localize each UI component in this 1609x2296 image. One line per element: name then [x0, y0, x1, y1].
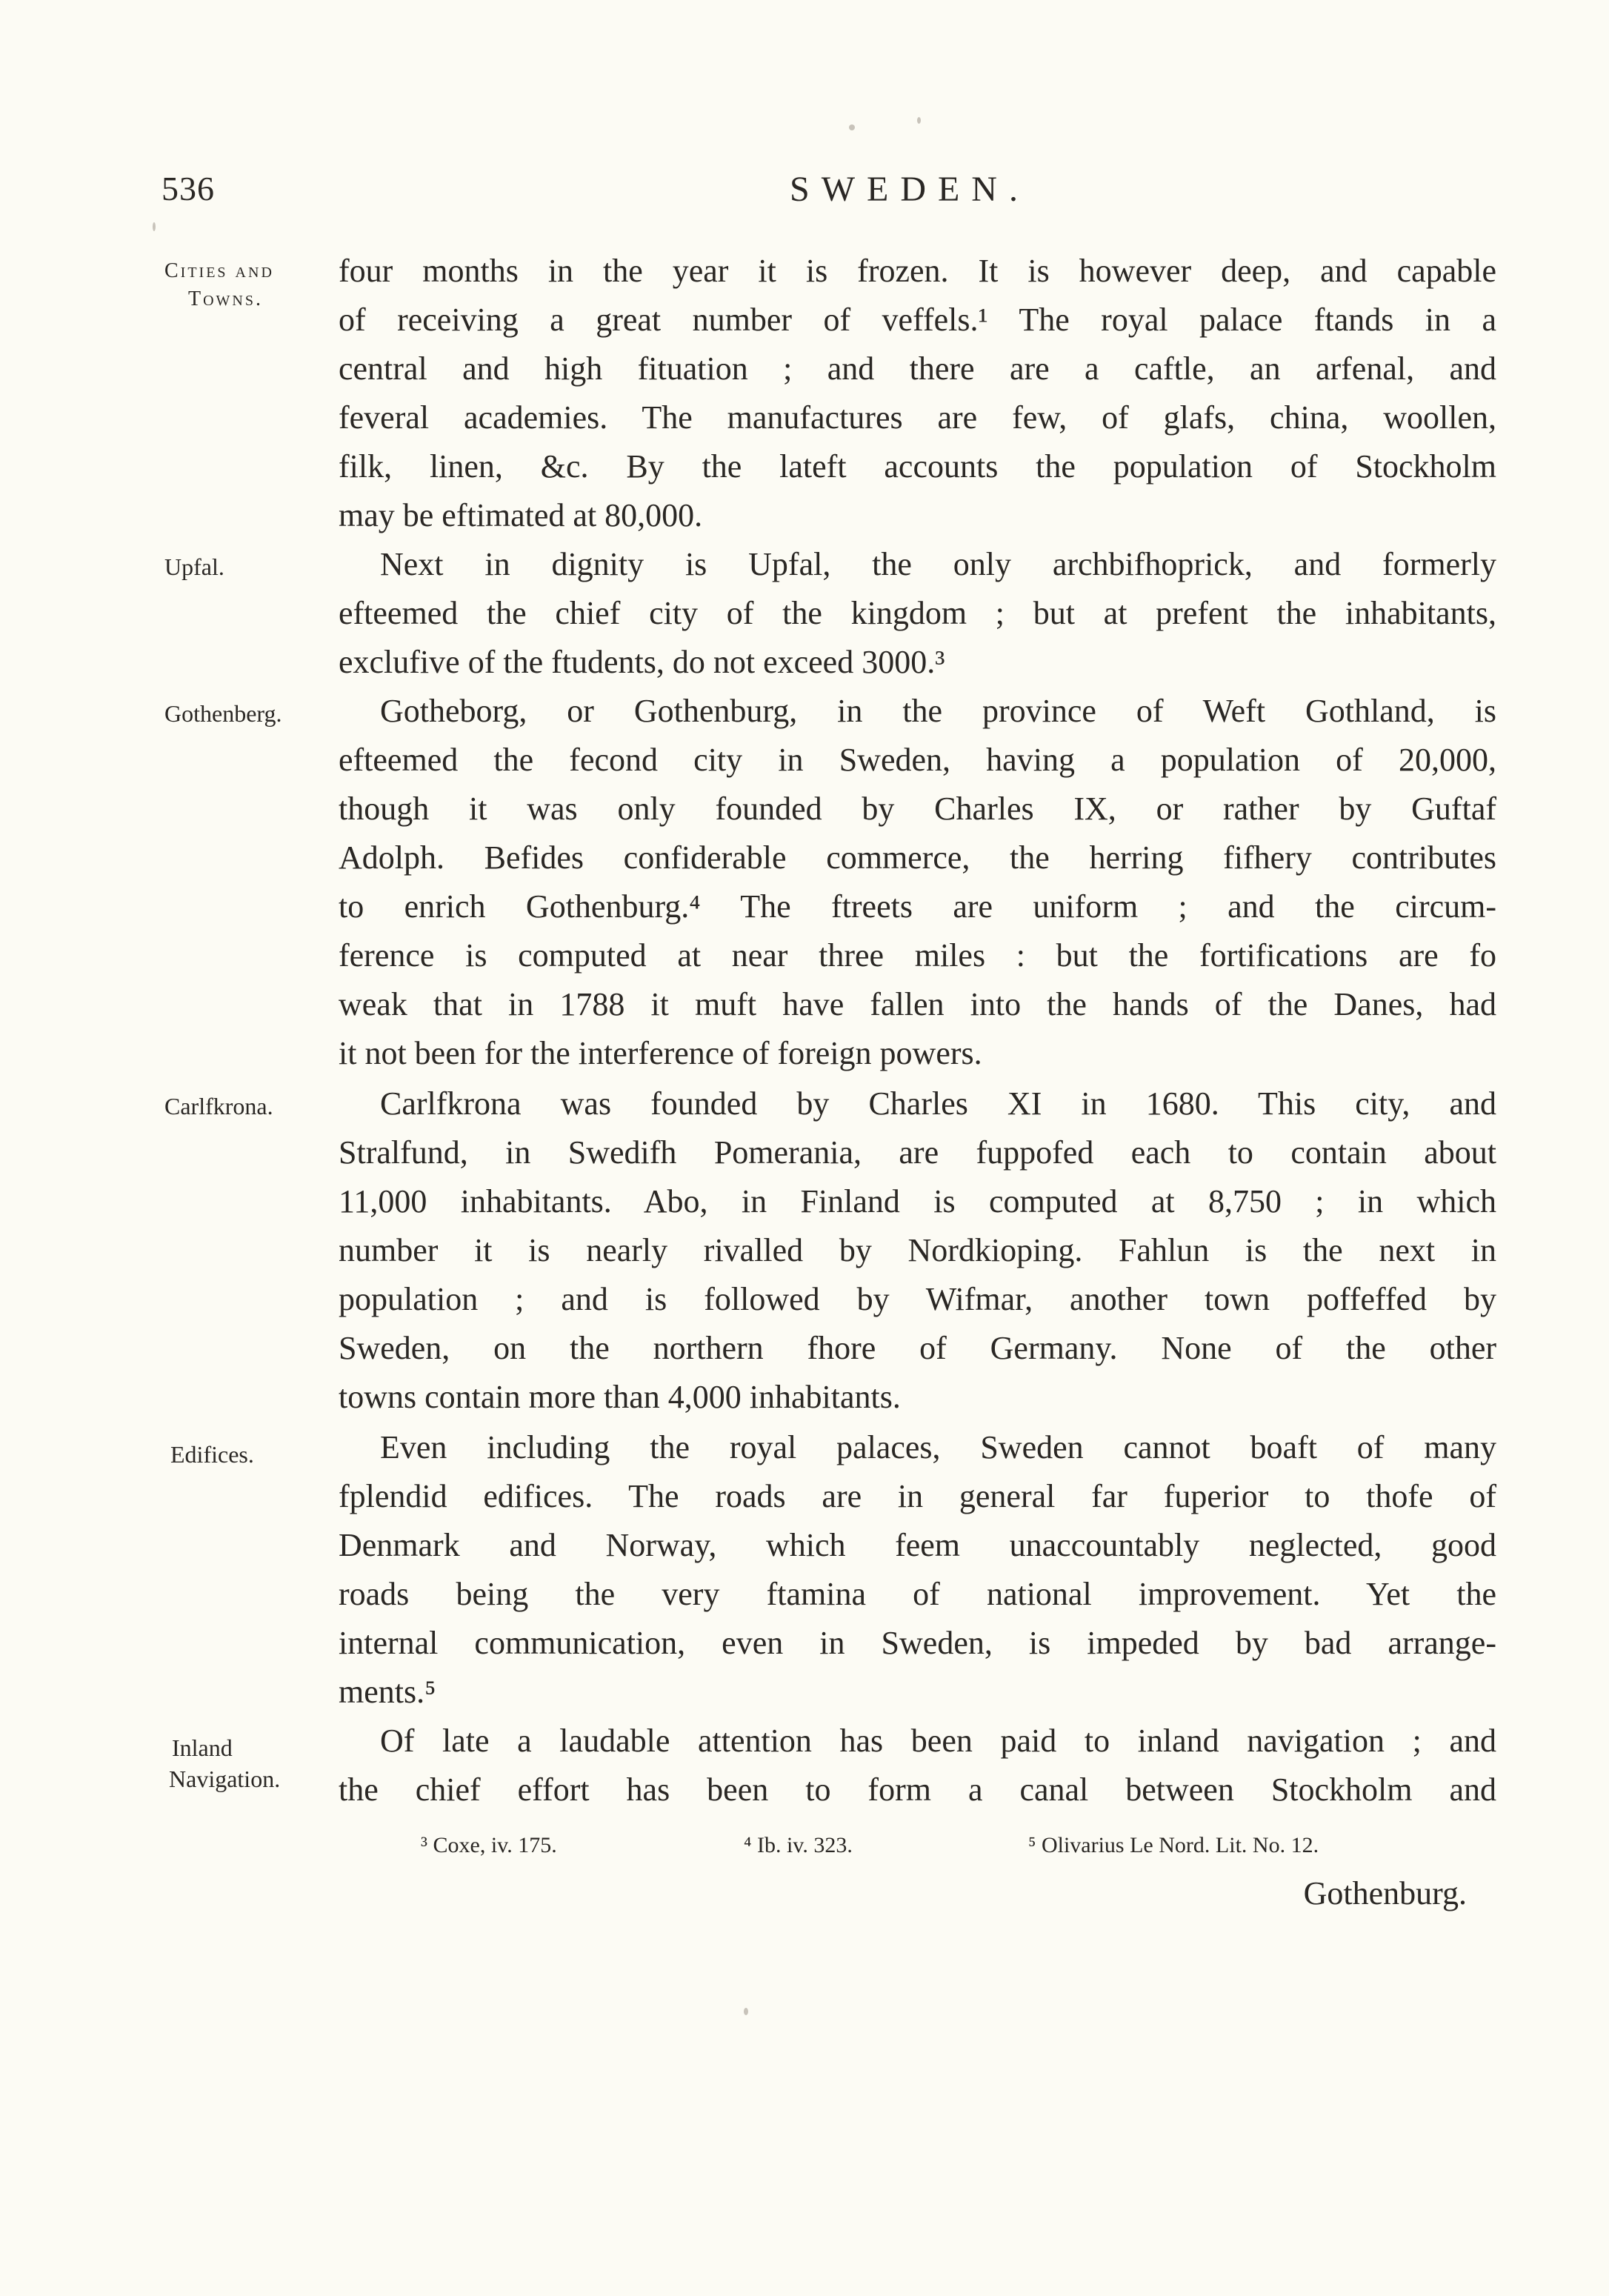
- margin-note-cities: Cities and: [164, 259, 274, 282]
- footnote-4: ⁴ Ib. iv. 323.: [744, 1833, 853, 1857]
- body-line: Gotheborg, or Gothenburg, in the province of Weft Gothland, is: [380, 693, 1496, 729]
- body-line: efteemed the fecond city in Sweden, having a population of 20,000,: [339, 742, 1496, 778]
- body-line: towns contain more than 4,000 inhabitants.: [339, 1379, 901, 1415]
- body-line: it not been for the interference of foreign powers.: [339, 1035, 982, 1071]
- paper-speck: [153, 222, 156, 231]
- body-line: to enrich Gothenburg.⁴ The ftreets are uniform ; and the circum-: [339, 888, 1496, 925]
- body-line: filk, linen, &c. By the lateft accounts the population of Stockholm: [339, 448, 1496, 485]
- paper-speck: [917, 117, 921, 124]
- body-line: Stralfund, in Swedifh Pomerania, are fuppofed each to contain about: [339, 1134, 1496, 1171]
- body-line: efteemed the chief city of the kingdom ; but at prefent the inhabitants,: [339, 595, 1496, 631]
- body-line: roads being the very ftamina of national improvement. Yet the: [339, 1576, 1496, 1612]
- body-line: ference is computed at near three miles : but the fortifications are fo: [339, 937, 1496, 974]
- margin-note-navigation: Navigation.: [169, 1766, 281, 1792]
- body-line: population ; and is followed by Wifmar, another town poffeffed by: [339, 1281, 1496, 1317]
- body-line: four months in the year it is frozen. It is however deep, and capable: [339, 253, 1496, 289]
- margin-note-edifices: Edifices.: [170, 1441, 254, 1468]
- body-line: ments.⁵: [339, 1674, 436, 1710]
- body-line: number it is nearly rivalled by Nordkioping. Fahlun is the next in: [339, 1232, 1496, 1268]
- page-number: 536: [161, 170, 215, 207]
- body-line: Even including the royal palaces, Sweden cannot boaft of many: [380, 1429, 1496, 1465]
- paper-speck: [744, 2008, 748, 2015]
- body-line: Of late a laudable attention has been paid to inland navigation ; and: [380, 1723, 1496, 1759]
- margin-note-gothenberg: Gothenberg.: [164, 700, 282, 727]
- margin-note-towns: Towns.: [188, 287, 263, 310]
- body-line: may be eftimated at 80,000.: [339, 497, 703, 533]
- body-line: the chief effort has been to form a canal between Stockholm and: [339, 1771, 1496, 1808]
- catchword: Gothenburg.: [1303, 1875, 1467, 1911]
- body-line: Next in dignity is Upfal, the only archbifhoprick, and formerly: [380, 546, 1496, 582]
- body-line: exclufive of the ftudents, do not exceed 3000.³: [339, 644, 945, 680]
- body-line: weak that in 1788 it muft have fallen into the hands of the Danes, had: [339, 986, 1496, 1022]
- footnote-3: ³ Coxe, iv. 175.: [421, 1833, 557, 1857]
- body-line: internal communication, even in Sweden, is impeded by bad arrange-: [339, 1625, 1496, 1661]
- margin-note-upfal: Upfal.: [164, 553, 224, 580]
- body-line: central and high fituation ; and there are a caftle, an arfenal, and: [339, 350, 1496, 387]
- paper-speck: [849, 124, 855, 130]
- body-line: though it was only founded by Charles IX, or rather by Guftaf: [339, 791, 1496, 827]
- body-line: feveral academies. The manufactures are few, of glafs, china, woollen,: [339, 399, 1496, 436]
- body-line: fplendid edifices. The roads are in general far fuperior to thofe of: [339, 1478, 1496, 1514]
- body-line: Carlfkrona was founded by Charles XI in 1680. This city, and: [380, 1085, 1496, 1122]
- footnote-5: ⁵ Olivarius Le Nord. Lit. No. 12.: [1028, 1833, 1319, 1857]
- body-line: Sweden, on the northern fhore of Germany. None of the other: [339, 1330, 1496, 1366]
- margin-note-carlfkrona: Carlfkrona.: [164, 1093, 273, 1119]
- body-line: of receiving a great number of veffels.¹ The royal palace ftands in a: [339, 302, 1496, 338]
- body-line: 11,000 inhabitants. Abo, in Finland is computed at 8,750 ; in which: [339, 1183, 1496, 1219]
- margin-note-inland: Inland: [172, 1734, 233, 1761]
- body-line: Adolph. Befides confiderable commerce, the herring fifhery contributes: [339, 839, 1496, 876]
- running-head: SWEDEN.: [790, 170, 1030, 209]
- body-line: Denmark and Norway, which feem unaccountably neglected, good: [339, 1527, 1496, 1563]
